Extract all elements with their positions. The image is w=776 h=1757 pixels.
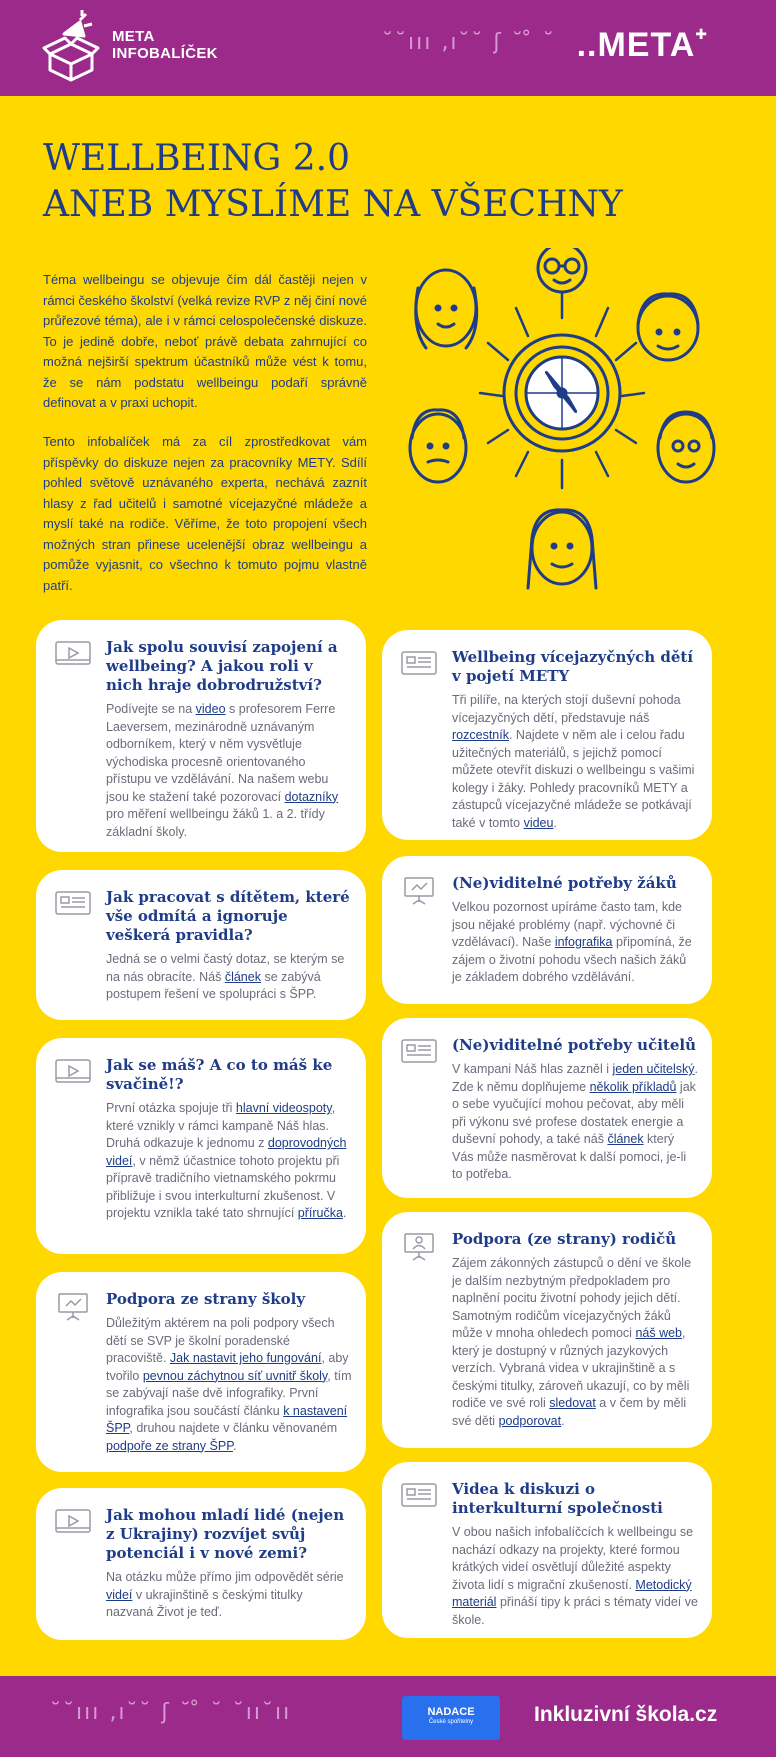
card-text [106,1315,352,1455]
presentation-icon [54,1290,92,1322]
card-text-segment: . Najdete v něm ale i celou řadu užitečných materiálů, s jejichž pomocí můžete otevřít diskuzi o wellbeingu s vašimi kolegy i žáky. Pohledy pracovníků METY a zástupců vícejazyčné mládeže se potkávají také v tomto [452,728,695,830]
card-text-segment: . [232,1438,237,1453]
nadace-logo[interactable] [402,1696,500,1740]
card-podpora-rodicu [382,1212,712,1448]
card-title: Videa k diskuzi o interkulturní společnosti [452,1480,663,1517]
card-title: Jak spolu souvisí zapojení a wellbeing? A jakou roli v nich hraje dobrodružství? [106,638,338,694]
megaphone-box-icon [42,8,100,82]
nadace-line1: NADACE [427,1706,475,1718]
card-videa-interkulturni [382,1462,712,1638]
card-title: (Ne)viditelné potřeby žáků [452,874,677,892]
card-text-segment: , aby tvořilo [106,1351,349,1383]
card-title: Podpora ze strany školy [106,1290,306,1308]
card-text-segment: připomíná, že zájem o životní pohodu všech našich žáků je základem dobrého vzdělávání. [452,935,692,984]
card-text-segment: , který je dostupný v různých jazykových verzích. Vybraná videa v ukrajinštině a s českými titulky, zároveň ukazují, co by měli rodiče ve své roli [452,1326,690,1410]
card-link[interactable]: pevnou záchytnou síť uvnitř školy [142,1368,328,1383]
card-link[interactable]: jeden učitelský [612,1062,695,1076]
card-text-segment: Podívejte se na [106,702,196,716]
title-line2: ANEB MYSLÍME NA VŠECHNY [43,184,623,225]
card-text [106,951,352,1004]
brand[interactable] [42,8,218,82]
card-link[interactable]: sledovat [549,1396,596,1410]
presentation-icon [400,874,438,906]
card-potreby-ucitelu [382,1018,712,1198]
card-text-segment: v ukrajinštině s českými titulky nazvaná Život je teď. [106,1587,303,1619]
card-text [106,701,352,841]
card-text [452,899,698,987]
card-title: Jak se máš? A co to máš ke svačině!? [106,1056,333,1093]
card-podpora-skoly [36,1272,366,1472]
footer-squiggle: ˘˘ııı ‚ı˘˘ ʃ ˘ ̊ ˘ ˘ıı˘ıı [50,1700,292,1725]
card-text-segment: První otázka spojuje tři [106,1101,236,1115]
card-link[interactable]: několik příkladů [589,1079,677,1094]
card-zapojeni-wellbeing [36,620,366,852]
footer-bar [0,1676,776,1757]
card-title: Podpora (ze strany) rodičů [452,1230,677,1248]
card-text [106,1100,352,1223]
card-text-segment: jak o sebe vyučující mohou pečovat, aby měli při výkonu své profese dostatek energie a duševní pohody, a také náš [452,1079,696,1146]
article-icon [400,648,438,680]
card-text-segment: Jedná se o velmi častý dotaz, se kterým se na nás obracíte. Náš [106,952,345,984]
card-link[interactable]: podporovat [498,1413,562,1428]
card-wellbeing-vicejazycnych [382,630,712,840]
card-text-segment: Velkou pozornost upíráme často tam, kde jsou nějaké problémy (např. výchovné či vzdělávací). Naše [452,900,682,949]
card-text-segment: . [553,815,557,830]
title-line1: WELLBEING 2.0 [43,138,351,179]
card-link[interactable]: Jak nastavit jeho fungování [169,1351,322,1365]
header-bar [0,0,776,96]
card-mladi-lide [36,1488,366,1640]
video-icon [54,1506,92,1538]
card-text-segment: Na otázku může přímo jim odpovědět série [106,1570,344,1584]
card-link[interactable]: dotazníky [284,789,339,804]
card-text [452,692,698,832]
card-text-segment: který Vás může nasměrovat k další pomoci, je-li to potřeba. [452,1132,687,1181]
card-text-segment: Tři pilíře, na kterých stojí duševní pohoda vícejazyčných dětí, představuje náš [452,693,681,725]
parent-icon [400,1230,438,1262]
card-text-segment: se zabývá postupem řešení ve spolupráci s ŠPP. [106,969,321,1001]
article-icon [400,1036,438,1068]
card-text [452,1524,698,1629]
card-link[interactable]: Metodický materiál [452,1577,692,1609]
card-link[interactable]: článek [224,969,261,984]
card-text-segment: . [561,1413,565,1428]
card-link[interactable]: příručka [297,1206,343,1220]
brand-line2: INFOBALÍČEK [112,45,218,62]
card-link[interactable]: podpoře ze strany ŠPP [106,1438,233,1453]
card-link[interactable]: rozcestník [452,728,509,742]
card-link[interactable]: k nastavení ŠPP [106,1403,348,1435]
meta-logo-mark: ✚ [695,26,708,42]
card-text-segment: , v němž účastnice tohoto projektu při přípravě tradičního vietnamského pokrmu přibližuje i svou interkulturní zkušenost. V projektu vznikla také tato shrnující [106,1153,340,1220]
header-squiggle: ˘˘ııı ‚ı˘˘ ʃ ˘ ̊ ˘ [382,30,556,55]
card-link[interactable]: videu [523,815,554,830]
card-text-segment: s profesorem Ferre Laeversem, mezinárodně uznávaným odborníkem, který v něm vysvětluje východiska procesně orientovaného přístupu ve vzdělávání. Na našem webu jsou ke stažení také pozorovací [106,702,336,804]
article-icon [54,888,92,920]
card-odmitajici-dite [36,870,366,1020]
card-text-segment: Důležitým aktérem na poli podpory všech dětí se SVP je školní poradenské pracoviště. [106,1316,335,1365]
card-text [106,1569,352,1622]
card-text-segment: přináší tipy k práci s tématy videí ve škole. [452,1595,698,1627]
card-text-segment: , které vznikly v rámci kampaně Náš hlas. Druhá odkazuje k jednomu z [106,1101,336,1150]
card-text [452,1061,698,1184]
card-link[interactable]: náš web [635,1326,682,1340]
card-text-segment: . [342,1206,347,1220]
card-link[interactable]: infografika [554,935,613,949]
article-icon [400,1480,438,1512]
card-text-segment: pro měření wellbeingu žáků 1. a 2. třídy základní školy. [106,807,325,839]
card-link[interactable]: video [195,702,226,716]
brand-line1: META [112,28,155,45]
compass-faces-illustration [396,248,728,604]
card-text-segment: a v čem by měli své děti [452,1396,687,1428]
card-text-segment: V obou našich infobalíčcích k wellbeingu se nachází odkazy na projekty, které formou krátkých videí osvětlují důležité aspekty života lidí s migrační zkušeností. [452,1525,694,1592]
meta-logo[interactable] [577,26,708,65]
card-jak-se-mas [36,1038,366,1254]
nadace-line2: České spořitelny [428,1719,474,1725]
card-link[interactable]: hlavní videospoty [235,1101,332,1115]
card-text-segment: , tím se zabývají naše dvě infografiky. První infografika jsou součástí článku [106,1368,352,1418]
inkluzivni-skola-link[interactable]: Inkluzivní škola.cz [534,1703,718,1726]
card-title: (Ne)viditelné potřeby učitelů [452,1036,696,1054]
page-title [43,136,683,228]
card-text-segment: . Zde k němu doplňujeme [452,1062,698,1094]
card-link[interactable]: článek [607,1132,644,1146]
meta-logo-text: ..META [576,26,696,64]
card-title: Jak pracovat s dítětem, které vše odmítá a ignoruje veškerá pravidla? [106,888,350,944]
card-text-segment: Zájem zákonných zástupců o dění ve škole je dalším nezbytným předpokladem pro naplnění pocitu životní pohody jejich dětí. Samotným rodičům vícejazyčných žáků může v mnoha ohledech pomoci [452,1256,692,1340]
card-title: Wellbeing vícejazyčných dětí v pojetí METY [452,648,694,685]
intro-paragraph-1: Téma wellbeingu se objevuje čím dál častěji nejen v rámci českého školství (velká revize RVP z něj činí nové průřezové téma), ale i v rámci celospolečenské diskuze. To je jedině dobře, neboť právě debata zahrnující co možná nejširší spektrum účastníků může vést k tomu, že se nám podstatu wellbeingu podaří správně definovat a v praxi uchopit. [43,272,367,410]
card-link[interactable]: videí [106,1587,133,1602]
video-icon [54,1056,92,1088]
card-title: Jak mohou mladí lidé (nejen z Ukrajiny) rozvíjet svůj potenciál i v nové zemi? [106,1506,345,1562]
video-icon [54,638,92,670]
intro-paragraph-2: Tento infobalíček má za cíl zprostředkovat vám příspěvky do diskuze nejen za pracovníky METY. Sdílí pohled světově uznávaného experta, nechává zaznít hlasy z řad učitelů i samotné vícejazyčné mládeže a myslí také na rodiče. Věříme, že toto propojení všech možných stran přinese ucelenější obraz wellbeingu a pomůže vyjasnit, co všechno k tomuto pojmu vlastně patří. [43,434,367,593]
card-link[interactable]: doprovodných videí [106,1136,347,1168]
card-text-segment: V kampani Náš hlas zazněl i [452,1062,613,1076]
card-text-segment: , druhou najdete v článku věnovaném [129,1421,338,1435]
card-potreby-zaku [382,856,712,1004]
card-text [452,1255,698,1430]
